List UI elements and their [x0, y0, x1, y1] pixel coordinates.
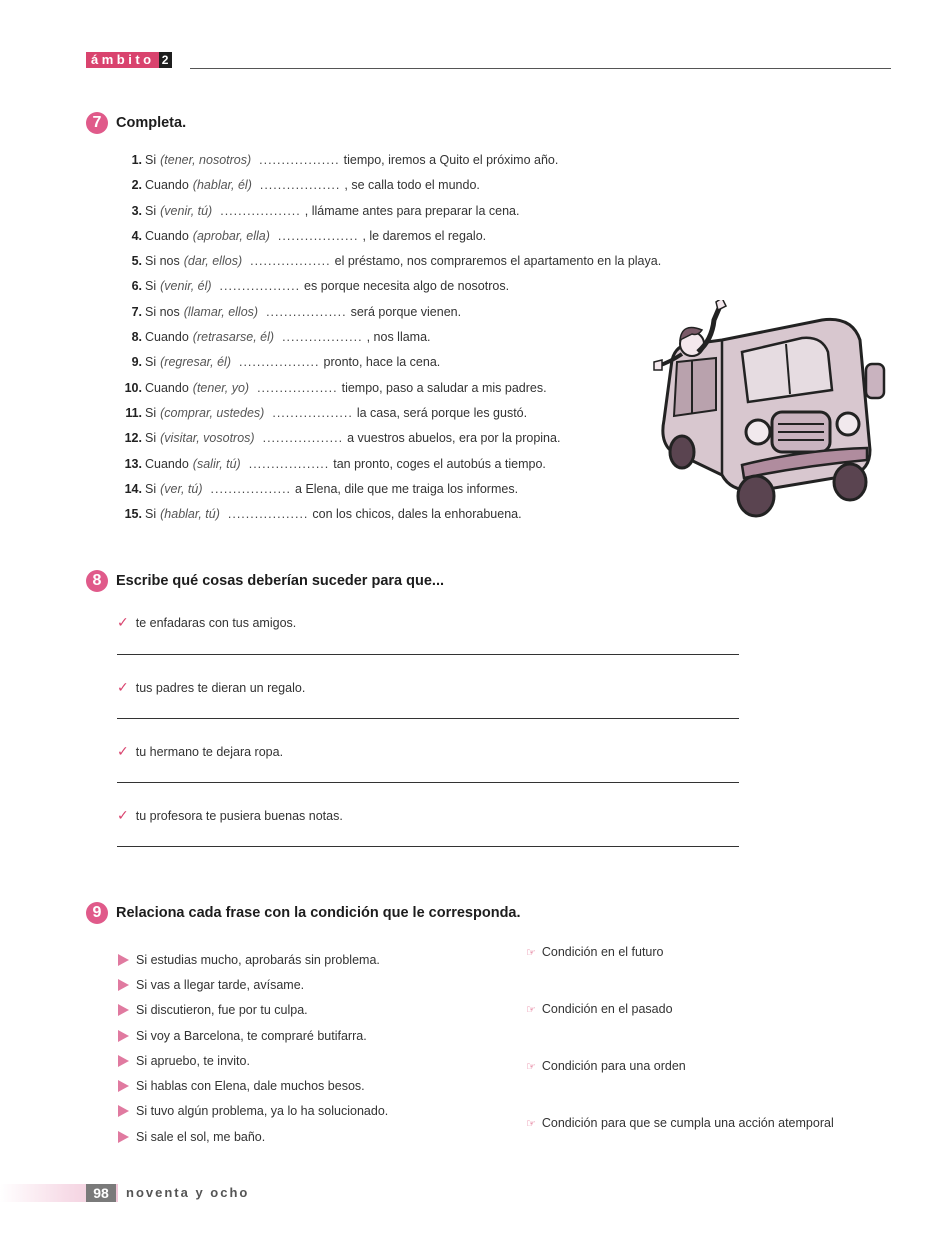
answer-blank[interactable]: .................. — [220, 203, 301, 218]
answer-blank[interactable]: .................. — [227, 507, 309, 522]
item-suffix: tiempo, paso a saludar a mis padres. — [341, 380, 547, 395]
item-suffix: , nos llama. — [366, 330, 431, 345]
item-number: 8. — [131, 330, 142, 345]
page-number: 98 — [86, 1184, 116, 1202]
verb-hint: (regresar, él) — [160, 355, 231, 370]
exercise-7-heading: Completa. — [116, 115, 187, 131]
exercise-7-title — [86, 112, 186, 134]
verb-hint: (ver, tú) — [160, 481, 203, 496]
verb-hint: (comprar, ustedes) — [160, 405, 265, 420]
verb-hint: (llamar, ellos) — [183, 304, 259, 319]
answer-blank[interactable]: .................. — [266, 304, 347, 319]
verb-hint: (visitar, vosotros) — [160, 431, 255, 446]
exercise-8-item — [117, 679, 305, 696]
exercise-7-item — [124, 355, 744, 380]
sentence-text: Si sale el sol, me baño. — [136, 1129, 266, 1144]
item-prefix: Si — [145, 279, 157, 294]
answer-blank[interactable]: .................. — [272, 405, 353, 420]
item-number: 4. — [131, 228, 142, 243]
triangle-bullet-icon — [118, 1131, 129, 1143]
exercise-9-title — [86, 902, 521, 924]
item-number: 3. — [131, 203, 142, 218]
triangle-bullet-icon — [118, 954, 129, 966]
pointing-hand-icon: ☞ — [526, 1060, 536, 1073]
item-prefix: Cuando — [145, 228, 189, 243]
exercise-7-item — [124, 507, 744, 532]
item-number: 12. — [124, 431, 142, 446]
sentence-text: Si voy a Barcelona, te compraré butifarra. — [136, 1028, 367, 1043]
exercise-9-badge: 9 — [86, 902, 108, 924]
ambito-number: 2 — [159, 52, 172, 68]
answer-blank[interactable]: .................. — [238, 355, 320, 370]
triangle-bullet-icon — [118, 1030, 129, 1042]
item-prefix: Si — [145, 355, 157, 370]
exercise-8-title — [86, 570, 444, 592]
item-suffix: con los chicos, dales la enhorabuena. — [312, 507, 522, 522]
item-prefix: Si nos — [145, 254, 180, 269]
ambito-label: ámbito — [86, 52, 159, 68]
exercise-7-item — [124, 254, 744, 279]
exercise-9-sentence[interactable] — [118, 947, 388, 972]
item-prefix: Si — [145, 481, 157, 496]
triangle-bullet-icon — [118, 1055, 129, 1067]
verb-hint: (aprobar, ella) — [192, 228, 270, 243]
exercise-9-sentence[interactable] — [118, 1023, 388, 1048]
item-number: 10. — [124, 380, 142, 395]
sentence-text: Si vas a llegar tarde, avísame. — [136, 977, 305, 992]
sentence-text: Si tuvo algún problema, ya lo ha solucionado. — [136, 1104, 389, 1119]
sentence-text: Si hablas con Elena, dale muchos besos. — [136, 1079, 365, 1094]
check-icon: ✓ — [117, 679, 129, 695]
exercise-8-item — [117, 743, 283, 760]
exercise-7-item — [124, 305, 744, 330]
item-number: 13. — [124, 456, 142, 471]
sentence-text: Si estudias mucho, aprobarás sin problema. — [136, 952, 380, 967]
triangle-bullet-icon — [118, 1004, 129, 1016]
verb-hint: (hablar, él) — [192, 178, 252, 193]
answer-blank[interactable]: .................. — [259, 178, 341, 193]
exercise-7-item — [124, 431, 744, 456]
exercise-9-heading: Relaciona cada frase con la condición que le corresponda. — [116, 905, 521, 921]
condition-option[interactable] — [526, 1002, 673, 1016]
exercise-9-sentence[interactable] — [118, 972, 388, 997]
condition-option[interactable] — [526, 1059, 686, 1073]
item-prefix: Cuando — [145, 330, 189, 345]
condition-label: Condición en el futuro — [541, 945, 664, 959]
item-suffix: la casa, será porque les gustó. — [356, 405, 528, 420]
answer-line[interactable] — [117, 654, 739, 655]
item-suffix: , llámame antes para preparar la cena. — [304, 203, 520, 218]
verb-hint: (salir, tú) — [192, 456, 241, 471]
item-prefix: Si nos — [145, 304, 180, 319]
exercise-8-badge: 8 — [86, 570, 108, 592]
item-prefix: Cuando — [145, 178, 189, 193]
exercise-9-sentence[interactable] — [118, 1048, 388, 1073]
item-suffix: a Elena, dile que me traiga los informes. — [295, 481, 519, 496]
bus-illustration — [652, 300, 888, 522]
item-suffix: tan pronto, coges el autobús a tiempo. — [333, 456, 546, 471]
answer-line[interactable] — [117, 846, 739, 847]
item-prefix: Cuando — [145, 380, 189, 395]
exercise-7-item — [124, 229, 744, 254]
pointing-hand-icon: ☞ — [526, 946, 536, 959]
answer-blank[interactable]: .................. — [262, 431, 344, 446]
item-number: 11. — [125, 405, 142, 420]
item-prefix: Si — [145, 153, 157, 167]
condition-option[interactable] — [526, 1116, 834, 1130]
verb-hint: (dar, ellos) — [183, 254, 243, 269]
condition-label: Condición en el pasado — [541, 1002, 673, 1016]
exercise-9-sentence[interactable] — [118, 1099, 388, 1124]
exercise-7-item — [124, 457, 744, 482]
item-suffix: es porque necesita algo de nosotros. — [304, 279, 510, 294]
item-suffix: el préstamo, nos compraremos el apartamento en la playa. — [334, 254, 662, 269]
exercise-8-item — [117, 614, 296, 631]
item-number: 7. — [131, 304, 142, 319]
exercise-7-item — [124, 406, 744, 431]
item-suffix: tiempo, iremos a Quito el próximo año. — [343, 153, 559, 167]
exercise-7-list — [124, 153, 744, 532]
section-header — [86, 52, 172, 68]
item-suffix: , se calla todo el mundo. — [344, 178, 480, 193]
check-icon: ✓ — [117, 743, 129, 759]
verb-hint: (hablar, tú) — [160, 507, 220, 522]
exercise-8-prompt: tu profesora te pusiera buenas notas. — [135, 808, 343, 823]
pointing-hand-icon: ☞ — [526, 1117, 536, 1130]
header-rule — [190, 68, 891, 69]
verb-hint: (venir, él) — [160, 279, 212, 294]
item-number: 2. — [131, 178, 142, 193]
verb-hint: (tener, yo) — [192, 380, 250, 395]
verb-hint: (retrasarse, él) — [192, 330, 275, 345]
exercise-8-prompt: tus padres te dieran un regalo. — [135, 680, 306, 695]
answer-blank[interactable]: .................. — [250, 254, 331, 269]
item-number: 14. — [124, 481, 142, 496]
item-number: 15. — [124, 507, 142, 522]
verb-hint: (venir, tú) — [160, 203, 213, 218]
sentence-text: Si discutieron, fue por tu culpa. — [136, 1003, 308, 1018]
answer-blank[interactable]: .................. — [219, 279, 301, 294]
exercise-7-item — [124, 330, 744, 355]
exercise-9-sentences — [118, 947, 388, 1149]
condition-option[interactable] — [526, 945, 663, 959]
answer-blank[interactable]: .................. — [210, 481, 292, 496]
item-prefix: Si — [145, 203, 157, 218]
answer-blank[interactable]: .................. — [259, 153, 340, 167]
exercise-8-prompt: tu hermano te dejara ropa. — [135, 744, 284, 759]
item-prefix: Si — [145, 431, 157, 446]
exercise-7-item — [124, 482, 744, 507]
answer-line[interactable] — [117, 782, 739, 783]
item-prefix: Cuando — [145, 456, 189, 471]
page-footer — [0, 1182, 300, 1204]
check-icon: ✓ — [117, 614, 129, 630]
item-number: 9. — [131, 355, 142, 370]
item-prefix: Si — [145, 507, 157, 522]
answer-line[interactable] — [117, 718, 739, 719]
exercise-9-sentence[interactable] — [118, 1073, 388, 1098]
verb-hint: (tener, nosotros) — [160, 153, 252, 167]
exercise-9-sentence[interactable] — [118, 1124, 388, 1149]
exercise-7-item — [124, 153, 744, 178]
pointing-hand-icon: ☞ — [526, 1003, 536, 1016]
item-number: 1. — [131, 153, 142, 167]
condition-label: Condición para que se cumpla una acción atemporal — [541, 1116, 834, 1130]
answer-blank[interactable]: .................. — [282, 330, 363, 345]
item-number: 6. — [131, 279, 142, 294]
condition-label: Condición para una orden — [541, 1059, 686, 1073]
answer-blank[interactable]: .................. — [248, 456, 330, 471]
exercise-8-item — [117, 807, 343, 824]
item-prefix: Si — [145, 405, 157, 420]
page-number-words: noventa y ocho — [126, 1185, 250, 1200]
triangle-bullet-icon — [118, 1080, 129, 1092]
exercise-7-badge: 7 — [86, 112, 108, 134]
exercise-7-item — [124, 381, 744, 406]
answer-blank[interactable]: .................. — [277, 228, 359, 243]
exercise-7-item — [124, 204, 744, 229]
triangle-bullet-icon — [118, 979, 129, 991]
sentence-text: Si apruebo, te invito. — [136, 1053, 250, 1068]
item-suffix: , le daremos el regalo. — [362, 228, 487, 243]
item-suffix: pronto, hace la cena. — [323, 355, 441, 370]
item-suffix: a vuestros abuelos, era por la propina. — [347, 431, 561, 446]
exercise-8-prompt: te enfadaras con tus amigos. — [135, 615, 297, 630]
exercise-7-item — [124, 178, 744, 203]
answer-blank[interactable]: .................. — [257, 380, 338, 395]
exercise-8-heading: Escribe qué cosas deberían suceder para que... — [116, 573, 444, 589]
check-icon: ✓ — [117, 807, 129, 823]
exercise-9-sentence[interactable] — [118, 998, 388, 1023]
item-suffix: será porque vienen. — [350, 304, 462, 319]
item-number: 5. — [131, 254, 142, 269]
triangle-bullet-icon — [118, 1105, 129, 1117]
exercise-7-item — [124, 279, 744, 304]
